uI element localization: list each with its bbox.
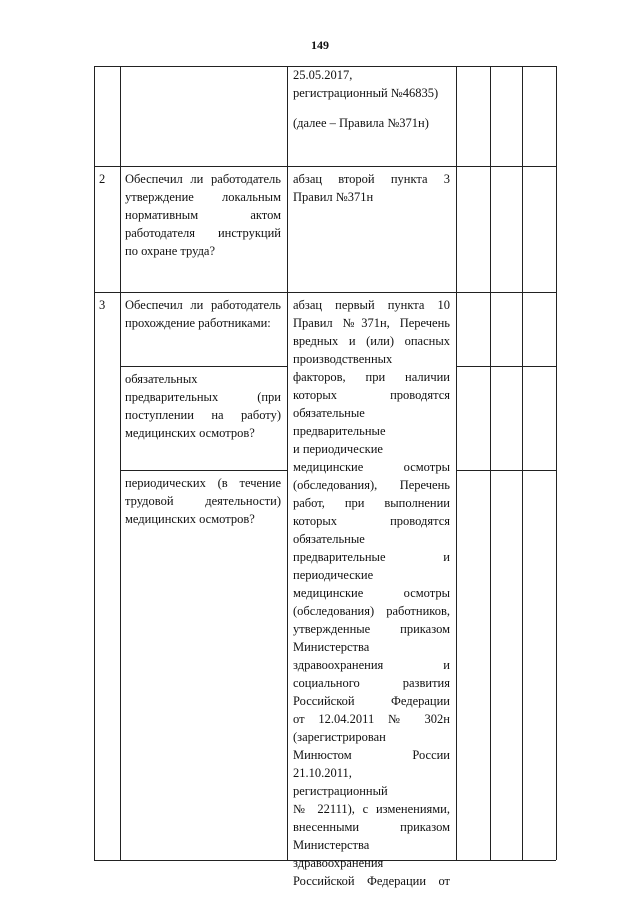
legal-basis-line: вредных и (или) опасных	[293, 334, 450, 348]
row-number: 3	[99, 298, 106, 312]
question-line: поступлении на работу)	[125, 408, 281, 422]
legal-basis-line: здравоохранения и	[293, 658, 450, 672]
legal-basis-line: социального развития	[293, 676, 450, 690]
sub-question-preliminary	[125, 370, 281, 442]
legal-basis-line: (обследования), Перечень	[293, 478, 450, 492]
question-line: работодателя инструкций	[125, 226, 281, 240]
question-line: прохождение работниками:	[125, 316, 271, 330]
row-question	[125, 296, 281, 332]
legal-basis-line: от 12.04.2011 № 302н	[293, 712, 450, 726]
legal-basis-line: Министерства	[293, 640, 370, 654]
question-line: периодических (в течение	[125, 476, 281, 490]
legal-basis-continuation	[293, 66, 450, 132]
legal-basis-line: регистрационный	[293, 784, 388, 798]
legal-basis-line: факторов, при наличии	[293, 370, 450, 384]
row-legal-basis	[293, 296, 450, 890]
legal-basis-line: Правил №371н, Перечень	[293, 316, 450, 330]
legal-basis-line: 21.10.2011,	[293, 766, 352, 780]
legal-basis-line: обязательные	[293, 532, 365, 546]
legal-basis-line: Минюстом России	[293, 748, 450, 762]
question-line: предварительных (при	[125, 390, 281, 404]
legal-basis-line: абзац второй пункта 3	[293, 172, 450, 186]
legal-basis-line: Российской Федерации от	[293, 874, 450, 888]
question-line: медицинских осмотров?	[125, 426, 255, 440]
legal-basis-line: предварительные и	[293, 550, 450, 564]
legal-basis-line: абзац первый пункта 10	[293, 298, 450, 312]
legal-basis-line: Правил №371н	[293, 190, 374, 204]
legal-basis-line: утвержденные приказом	[293, 622, 450, 636]
question-line: Обеспечил ли работодатель	[125, 298, 281, 312]
column-divider-5	[522, 66, 523, 860]
page-number: 149	[311, 38, 329, 52]
question-line: утверждение локальным	[125, 190, 281, 204]
legal-basis-line: (зарегистрирован	[293, 730, 386, 744]
legal-basis-line: Министерства	[293, 838, 370, 852]
column-divider-2	[287, 66, 288, 860]
row-legal-basis	[293, 170, 450, 206]
subrow-divider-a-2	[456, 470, 556, 471]
legal-basis-line: периодические	[293, 568, 374, 582]
legal-basis-line: и периодические	[293, 442, 383, 456]
question-line: трудовой деятельности)	[125, 494, 281, 508]
question-line: по охране труда?	[125, 244, 216, 258]
question-line: обязательных	[125, 372, 198, 386]
legal-basis-line: (далее – Правила №371н)	[293, 116, 429, 130]
legal-basis-line: 25.05.2017,	[293, 68, 353, 82]
row-divider-3	[94, 292, 556, 293]
question-line: нормативным актом	[125, 208, 281, 222]
row-question	[125, 170, 281, 260]
column-divider-3	[456, 66, 457, 860]
subrow-divider-a-1	[456, 366, 556, 367]
table-border-left	[94, 66, 95, 860]
subrow-divider-q-1	[120, 366, 287, 367]
legal-basis-line: производственных	[293, 352, 393, 366]
row-divider-2	[94, 166, 556, 167]
legal-basis-line: работ, при выполнении	[293, 496, 450, 510]
row-number: 2	[99, 172, 106, 186]
question-line: Обеспечил ли работодатель	[125, 172, 281, 186]
subrow-divider-q-2	[120, 470, 287, 471]
legal-basis-line: предварительные	[293, 424, 386, 438]
column-divider-4	[490, 66, 491, 860]
legal-basis-line: медицинские осмотры	[293, 586, 450, 600]
legal-basis-line: которых проводятся	[293, 514, 450, 528]
question-line: медицинских осмотров?	[125, 512, 255, 526]
table-border-right	[556, 66, 557, 860]
column-divider-1	[120, 66, 121, 860]
sub-question-periodic	[125, 474, 281, 528]
legal-basis-line: регистрационный №46835)	[293, 86, 439, 100]
legal-basis-line: здравоохранения	[293, 856, 384, 870]
legal-basis-line: которых проводятся	[293, 388, 450, 402]
legal-basis-line: медицинские осмотры	[293, 460, 450, 474]
legal-basis-line: внесенными приказом	[293, 820, 450, 834]
legal-basis-line: (обследования) работников,	[293, 604, 450, 618]
legal-basis-line: № 22111), с изменениями,	[293, 802, 450, 816]
legal-basis-line: обязательные	[293, 406, 365, 420]
legal-basis-line: Российской Федерации	[293, 694, 450, 708]
